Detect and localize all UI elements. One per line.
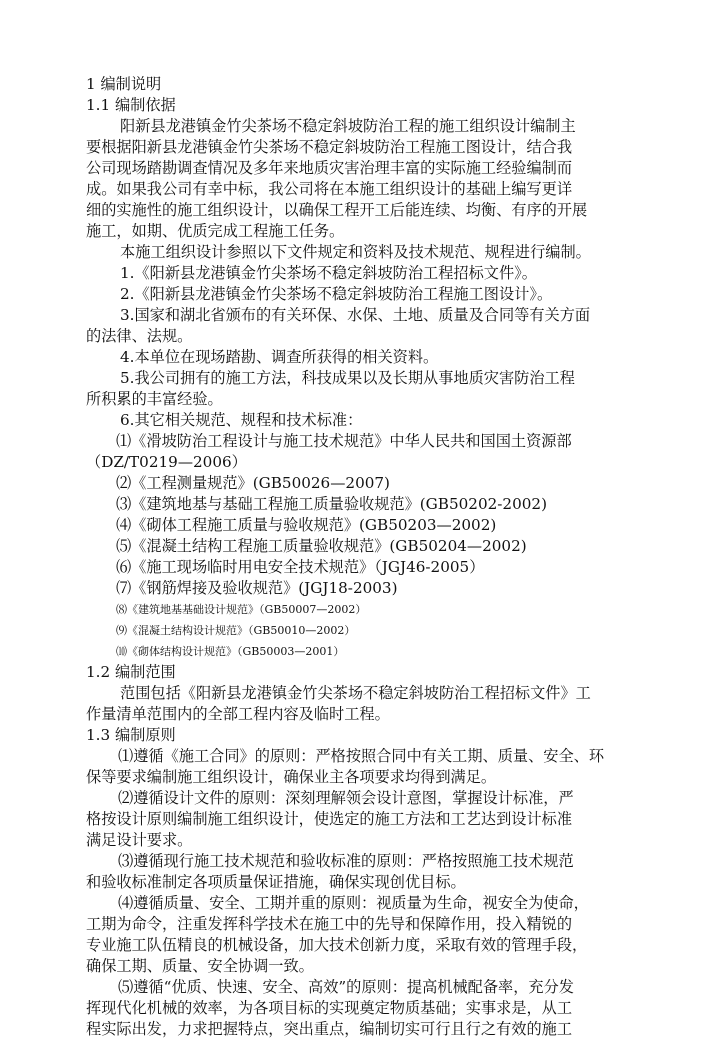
basis-item: 1.《阳新县龙港镇金竹尖茶场不稳定斜坡防治工程招标文件》。 [120,264,537,282]
standard-item: ⑸《混凝土结构工程施工质量验收规范》(GB50204—2002) [116,537,527,555]
basis-item: 所积累的丰富经验。 [86,390,223,408]
principle-line: 专业施工队伍精良的机械设备，加大技术创新力度，采取有效的管理手段， [86,936,588,954]
standard-item: ⑵《工程测量规范》(GB50026—2007) [116,474,390,492]
principle-line: ⑸遵循“优质、快速、安全、高效”的原则：提高机械配备率，充分发 [118,978,574,996]
paragraph-line: 成。如果我公司有幸中标，我公司将在本施工组织设计的基础上编写更详 [86,180,572,198]
basis-item: 6.其它相关规范、规程和技术标准： [120,411,363,429]
standard-item: （DZ/T0219—2006） [86,453,247,471]
principle-line: 工期为命令，注重发挥科学技术在施工中的先导和保障作用，投入精锐的 [86,915,572,933]
principle-line: 确保工期、质量、安全协调一致。 [86,957,314,975]
principle-line: ⑷遵循质量、安全、工期并重的原则：视质量为生命，视安全为使命， [118,894,589,912]
basis-item: 3.国家和湖北省颁布的有关环保、水保、土地、质量及合同等有关方面 [120,306,591,324]
paragraph-line: 范围包括《阳新县龙港镇金竹尖茶场不稳定斜坡防治工程招标文件》工 [120,684,591,702]
standard-item: ⑷《砌体工程施工质量与验收规范》(GB50203—2002) [116,516,497,534]
standard-item: ⑼《混凝土结构设计规范》（GB50010—2002） [116,624,356,637]
principle-line: 程实际出发，力求把握特点，突出重点，编制切实可行且行之有效的施工 [86,1020,572,1038]
principle-line: 满足设计要求。 [86,831,193,849]
paragraph-line: 阳新县龙港镇金竹尖茶场不稳定斜坡防治工程的施工组织设计编制主 [120,117,576,135]
standard-item: ⑺《钢筋焊接及验收规范》(JGJ18-2003) [116,579,398,597]
principle-line: 和验收标准制定各项质量保证措施，确保实现创优目标。 [86,873,466,891]
principle-line: 保等要求编制施工组织设计，确保业主各项要求均得到满足。 [86,768,497,786]
standard-item: ⑴《滑坡防治工程设计与施工技术规范》中华人民共和国国土资源部 [116,432,572,450]
paragraph-line: 作量清单范围内的全部工程内容及临时工程。 [86,705,390,723]
paragraph-line: 施工，如期、优质完成工程施工任务。 [86,222,345,240]
standard-item: ⑶《建筑地基与基础工程施工质量验收规范》(GB50202-2002) [116,495,547,513]
section-title-1-2: 1.2 编制范围 [86,663,176,681]
standard-item: ⑹《施工现场临时用电安全技术规范》（JGJ46-2005） [116,558,485,576]
principle-line: ⑶遵循现行施工技术规范和验收标准的原则：严格按照施工技术规范 [118,852,574,870]
standard-item: ⑽《砌体结构设计规范》（GB50003—2001） [116,645,345,658]
principle-line: ⑵遵循设计文件的原则：深刻理解领会设计意图，掌握设计标准，严 [118,789,574,807]
basis-item: 4.本单位在现场踏勘、调查所获得的相关资料。 [120,348,439,366]
basis-item: 2.《阳新县龙港镇金竹尖茶场不稳定斜坡防治工程施工图设计》。 [120,285,553,303]
paragraph-line: 要根据阳新县龙港镇金竹尖茶场不稳定斜坡防治工程施工图设计，结合我 [86,138,572,156]
paragraph-line: 细的实施性的施工组织设计，以确保工程开工后能连续、均衡、有序的开展 [86,201,588,219]
principle-line: ⑴遵循《施工合同》的原则：严格按照合同中有关工期、质量、安全、环 [118,747,604,765]
section-title-1-3: 1.3 编制原则 [86,726,176,744]
basis-item: 的法律、法规。 [86,327,193,345]
section-title-1-1: 1.1 编制依据 [86,96,176,114]
principle-line: 挥现代化机械的效率，为各项目标的实现奠定物质基础；实事求是，从工 [86,999,572,1017]
basis-item: 5.我公司拥有的施工方法，科技成果以及长期从事地质灾害防治工程 [120,369,575,387]
standard-item: ⑻《建筑地基基础设计规范》（GB50007—2002） [116,603,367,616]
paragraph-line: 公司现场踏勘调查情况及多年来地质灾害治理丰富的实际施工经验编制而 [86,159,572,177]
heading-1: 1 编制说明 [86,75,162,93]
principle-line: 格按设计原则编制施工组织设计，使选定的施工方法和工艺达到设计标准 [86,810,572,828]
basis-intro: 本施工组织设计参照以下文件规定和资料及技术规范、规程进行编制。 [120,243,591,261]
